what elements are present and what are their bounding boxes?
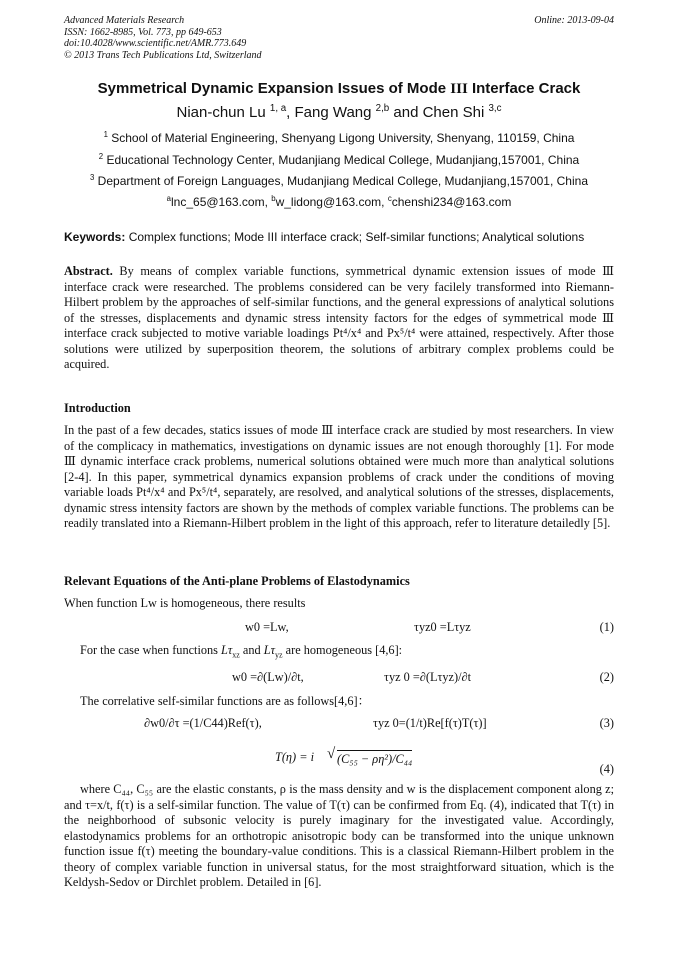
affiliation-3: [0, 173, 678, 188]
author-1-affil: 1, a: [269, 103, 287, 114]
equation-4: [64, 746, 614, 776]
author-3-affil: 3,c: [488, 103, 502, 114]
paper-title: [0, 80, 678, 98]
affiliation-2: [0, 152, 678, 167]
equation-1: [64, 620, 614, 636]
email-link[interactable]: chenshi234@163.com: [391, 195, 512, 209]
author-separator: , Fang Wang: [286, 104, 376, 121]
equation-number: (3): [599, 716, 614, 730]
copyright-line: © 2013 Trans Tech Publications Ltd, Switzerland: [64, 49, 262, 61]
affiliation-text: School of Material Engineering, Shenyang Ligong University, Shenyang, 110159, China: [107, 131, 575, 145]
math-subscript: yz: [275, 650, 283, 660]
equation-number: (4): [599, 762, 614, 776]
abstract-label: Abstract.: [64, 264, 113, 278]
keywords: [64, 230, 584, 244]
affiliation-text: Department of Foreign Languages, Mudanjiang Medical College, Mudanjiang,157001, China: [94, 174, 588, 188]
equation-2: [64, 670, 614, 686]
email-list: [0, 194, 678, 209]
equation-lhs: ∂w0/∂τ =(1/C44)Ref(τ),: [144, 716, 262, 730]
section-text: The correlative self-similar functions are as follows[4,6]：: [80, 694, 370, 708]
title-part-1: Symmetrical Dynamic Expansion Issues of Mode: [97, 80, 451, 97]
email-link[interactable]: w_lidong@163.com,: [275, 195, 388, 209]
title-roman-numeral: III: [450, 81, 468, 97]
sqrt-radicand: (C₅₅ − ρη²)/C₄₄: [337, 752, 413, 766]
keywords-text: Complex functions; Mode III interface crack; Self-similar functions; Analytical solutions: [125, 230, 585, 244]
text-run: For the case when functions: [80, 643, 222, 657]
section-text: When function Lw is homogeneous, there results: [64, 596, 306, 610]
equation-rhs: τyz 0=(1/t)Re[f(τ)T(τ)]: [373, 716, 487, 730]
closing-paragraph: [64, 782, 614, 891]
section-heading: Relevant Equations of the Anti-plane Problems of Elastodynamics: [64, 574, 410, 588]
email-marker: c: [387, 194, 392, 203]
affiliation-marker: 3: [90, 173, 95, 182]
introduction-text: In the past of a few decades, statics issues of mode Ⅲ interface crack are studied by most researchers. In view of the complicacy in mathematics, investigations on dynamic issues are not enough thoroughly [1]. For mode Ⅲ dynamic interface crack problems, numerical solutions obtained were much more than analytical solutions [2-4]. In this paper, symmetrical dynamics expansion problems of crack under the conditions of moving variable loads Pt⁴/x⁴ and Px⁵/t⁴, separately, are resolved, and analytical solutions of the stresses, displacements, dynamic stress intensity factors are shown by the methods of complex variable functions. The problems can be readily translated into a Riemann-Hilbert problem in the light of this approach, refer to literature detailedly [5].: [64, 423, 614, 530]
email-marker: a: [166, 194, 171, 203]
equation-lhs: w0 =Lw,: [245, 620, 289, 634]
affiliation-marker: 1: [103, 130, 108, 139]
title-part-2: Interface Crack: [467, 80, 581, 97]
affiliation-text: Educational Technology Center, Mudanjiang Medical College, Mudanjiang,157001, China: [103, 153, 580, 167]
equation-lhs: T(η) = i: [275, 750, 314, 764]
abstract-text: By means of complex variable functions, symmetrical dynamic extension issues of mode Ⅲ interface crack were researched. The problems considered can be very facilely transformed into Riemann-Hilbert problem by the approaches of self-similar functions, and the general expressions of analytical solutions of the stresses, displacements and dynamic stress intensity factors for the edges of symmetrical mode Ⅲ interface crack subjected to motive variable loadings Pt⁴/x⁴ and Px⁵/t⁴ were attained, respectively. After those solutions were utilized by superposition theorem, the solutions of arbitrary complex problems could be acquired.: [64, 264, 614, 371]
author-separator: and Chen Shi: [389, 104, 489, 121]
equation-number: (2): [599, 670, 614, 684]
equation-rhs: τyz0 =Lτyz: [414, 620, 471, 634]
affiliation-marker: 2: [98, 152, 104, 161]
equation-lhs: w0 =∂(Lw)/∂t,: [232, 670, 304, 684]
abstract: [64, 264, 614, 373]
closing-text: where C₄₄, C₅₅ are the elastic constants, ρ is the mass density and w is the displacement component along z; and τ=x/t, f(τ) is a self-similar function. The value of T(τ) can be confirmed from Eq. (4), indicated that T(τ) in the neighborhood of subsonic velocity is purely imaginary for the investigated value. Accordingly, elastodynamics problems for an orthotropic anisotropic body can be transformed into the unique unknown function issue f(τ) meeting the boundary-value conditions. This is a classical Riemann-Hilbert problem in the theory of complex variable function in universal status, for the most straightforward situation, which is the Keldysh-Sedov or Dirchlet problem. Detailed in [6].: [64, 782, 614, 889]
equation-3: [64, 716, 614, 732]
author-list: [0, 103, 678, 121]
math-symbol: Lτ: [263, 643, 276, 657]
math-symbol: Lτ: [221, 643, 233, 657]
author-2-affil: 2,b: [375, 103, 390, 114]
journal-header: [64, 15, 262, 61]
sqrt-symbol: √: [327, 746, 336, 762]
email-link[interactable]: lnc_65@163.com,: [171, 195, 272, 209]
author-1: Nian-chun Lu: [176, 104, 270, 121]
journal-name: Advanced Materials Research: [64, 15, 185, 26]
online-date: Online: 2013-09-04: [534, 15, 614, 26]
doi-link[interactable]: doi:10.4028/www.scientific.net/AMR.773.649: [64, 38, 247, 49]
section-text: [80, 643, 614, 663]
equation-rhs: τyz 0 =∂(Lτyz)/∂t: [384, 670, 472, 684]
math-subscript: xz: [232, 650, 240, 660]
issn-line: ISSN: 1662-8985, Vol. 773, pp 649-653: [64, 26, 222, 38]
keywords-label: Keywords:: [64, 230, 126, 244]
equation-number: (1): [599, 620, 614, 634]
introduction-heading: Introduction: [64, 401, 131, 415]
email-marker: b: [271, 194, 276, 203]
text-run: and: [239, 643, 264, 657]
text-run: are homogeneous [4,6]:: [282, 643, 403, 657]
affiliation-1: [0, 130, 678, 145]
